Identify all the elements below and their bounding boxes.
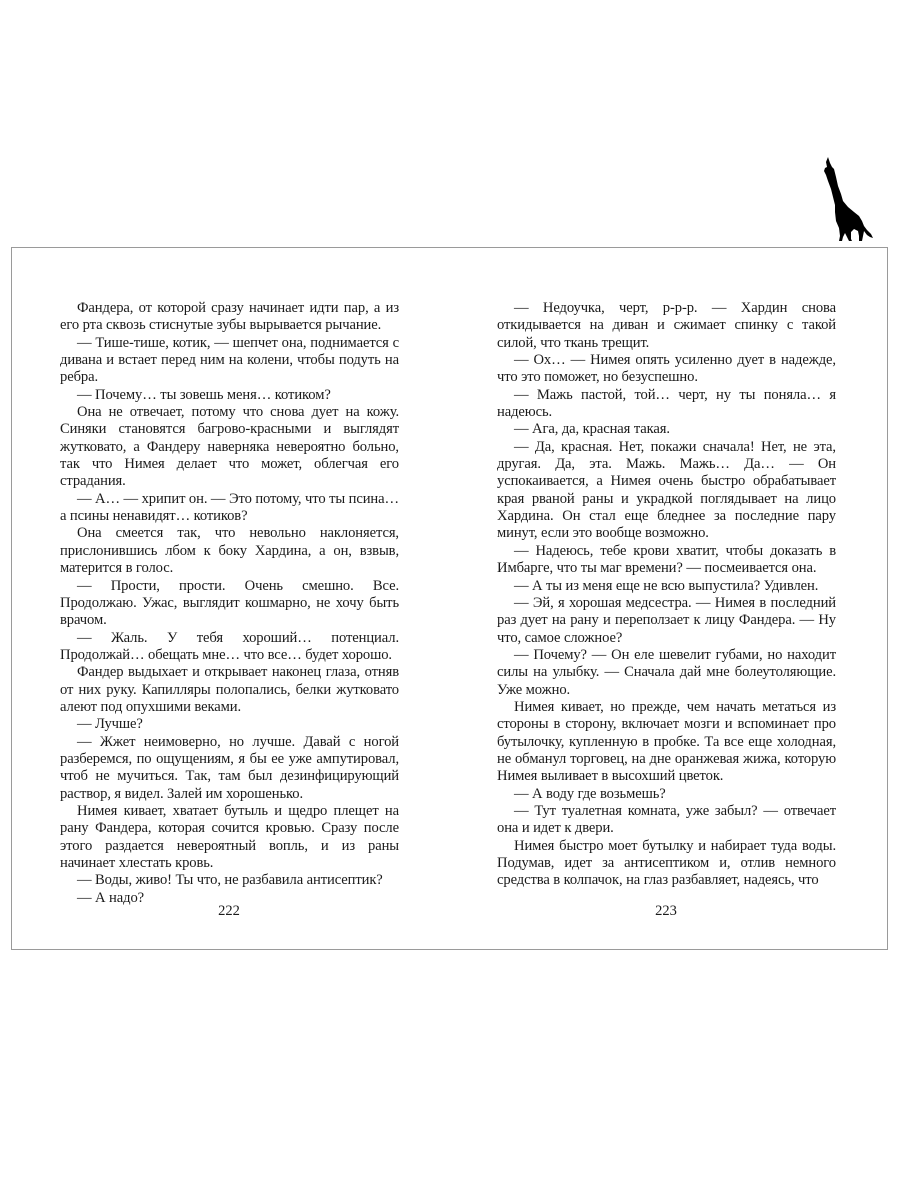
left-paragraph: Она не отвечает, потому что снова дует на кожу. Синяки становятся багрово-красными и выглядят жутковато, а Фандеру наверняка невероятно больно, так что Нимея делает что может, облегчая его страдания. (60, 404, 399, 490)
left-paragraph: — А… — хрипит он. — Это потому, что ты псина… а псины ненавидят… котиков? (60, 490, 399, 525)
right-paragraph: — Ага, да, красная такая. (514, 421, 670, 438)
left-paragraph: — Почему… ты зовешь меня… котиком? (77, 386, 331, 403)
right-paragraph: — Почему? — Он еле шевелит губами, но находит силы на улыбку. — Сначала дай мне болеутоляющие. Уже можно. (497, 646, 836, 698)
right-paragraph: — Тут туалетная комната, уже забыл? — отвечает она и идет к двери. (497, 802, 836, 837)
left-paragraph: Фандер выдыхает и открывает наконец глаза, отняв от них руку. Капилляры полопались, белки жутковато алеют под опухшими веками. (60, 664, 399, 715)
left-paragraph: Фандера, от которой сразу начинает идти пар, а из его рта сквозь стиснутые зубы вырывается рычание. (60, 300, 399, 334)
right-page-number: 223 (655, 903, 677, 919)
howling-wolf-icon (823, 157, 875, 241)
right-page (497, 300, 836, 890)
left-page-number: 222 (218, 903, 240, 919)
left-paragraph: Она смеется так, что невольно наклоняется, прислонившись лбом к боку Хардина, а он, взвыв, матерится в голос. (60, 525, 399, 577)
left-paragraph: — Воды, живо! Ты что, не разбавила антисептик? (77, 872, 383, 889)
right-paragraph: Нимея кивает, но прежде, чем начать метаться из стороны в сторону, включает мозги и вспоминает про бутылочку, купленную в пробке. Та все еще холодная, не обманул торговец, на дне оранжевая жижа, которую Нимея выливает в высохший цветок. (497, 698, 836, 785)
left-paragraph: — Лучше? (77, 716, 143, 733)
left-paragraph: — А надо? (77, 889, 145, 906)
right-paragraph: — Ох… — Нимея опять усиленно дует в надежде, что это поможет, но безуспешно. (497, 352, 836, 386)
book-spread (11, 247, 888, 950)
right-paragraph: — Недоучка, черт, р-р-р. — Хардин снова откидывается на диван и сжимает спинку с такой силой, что ткань трещит. (497, 300, 836, 351)
right-paragraph: — Да, красная. Нет, покажи сначала! Нет, не эта, другая. Да, эта. Мажь. Мажь… Да… — Он успокаивается, а Нимея очень быстро обрабатывает края рваной раны и украдкой поглядывает на лицо Хардина. Он стал еще бледнее за последние пару минут, если это вообще возможно. (497, 438, 836, 542)
left-page (60, 300, 399, 907)
left-paragraph: — Тише-тише, котик, — шепчет она, поднимается с дивана и встает перед ним на колени, чтобы подуть на ребра. (60, 334, 399, 386)
left-paragraph: Нимея кивает, хватает бутыль и щедро плещет на рану Фандера, которая сочится кровью. Сразу после этого раздается невероятный вопль, и из раны начинает хлестать кровь. (60, 802, 399, 871)
right-paragraph: — Эй, я хорошая медсестра. — Нимея в последний раз дует на рану и переползает к лицу Фандера. — Ну что, самое сложное? (497, 594, 836, 646)
left-paragraph: — Жжет неимоверно, но лучше. Давай с ногой разберемся, по ощущениям, я бы ее уже ампутировал, чтоб не мучиться. Так, там был дезинфицирующий раствор, я видел. Залей им хорошенько. (60, 733, 399, 802)
left-paragraph: — Прости, прости. Очень смешно. Все. Продолжаю. Ужас, выглядит кошмарно, не хочу быть врачом. (60, 577, 399, 629)
right-paragraph: Нимея быстро моет бутылку и набирает туда воды. Подумав, идет за антисептиком и, отлив немного средства в колпачок, на глаз разбавляет, надеясь, что (497, 837, 836, 889)
right-paragraph: — Надеюсь, тебе крови хватит, чтобы доказать в Имбарге, что ты маг времени? — посмеивается она. (497, 542, 836, 577)
right-paragraph: — Мажь пастой, той… черт, ну ты поняла… я надеюсь. (497, 386, 836, 421)
left-paragraph: — Жаль. У тебя хороший… потенциал. Продолжай… обещать мне… что все… будет хорошо. (60, 629, 399, 663)
right-paragraph: — А воду где возьмешь? (514, 785, 666, 802)
right-paragraph: — А ты из меня еще не всю выпустила? Удивлен. (514, 577, 819, 594)
